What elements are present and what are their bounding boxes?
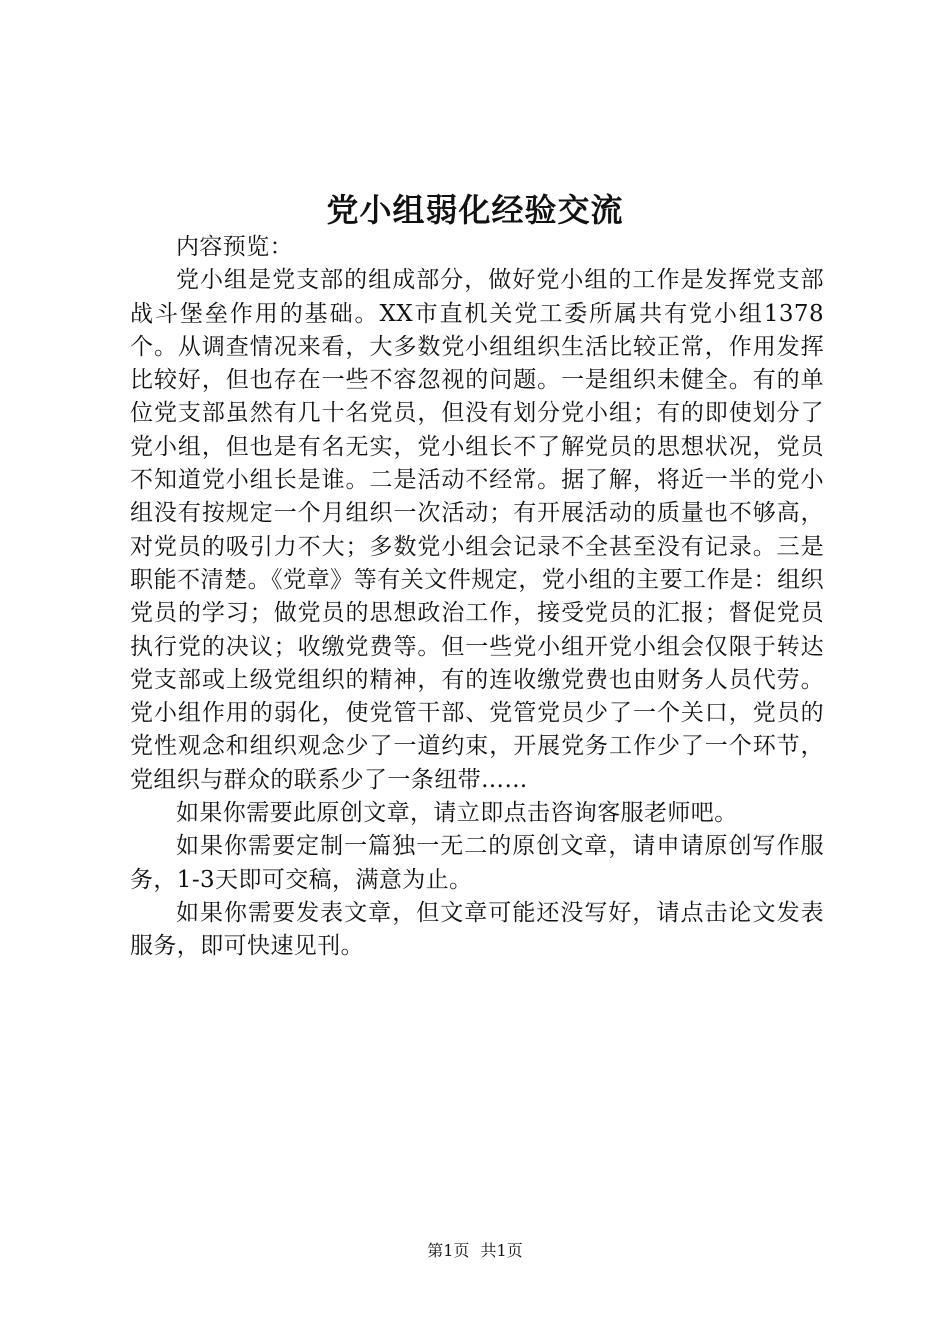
custom-writing-paragraph: 如果你需要定制一篇独一无二的原创文章，请申请原创写作服务，1-3天即可交稿，满意为止。	[130, 833, 824, 893]
publish-service-paragraph: 如果你需要发表文章，但文章可能还没写好，请点击论文发表服务，即可快速见刊。	[130, 899, 824, 960]
page-number: 第1页	[427, 1241, 470, 1260]
page-total: 共1页	[480, 1241, 523, 1260]
document-body	[130, 231, 824, 964]
consult-paragraph: 如果你需要此原创文章，请立即点击咨询客服老师吧。	[176, 800, 738, 827]
page-footer	[0, 1240, 950, 1262]
body-paragraph: 党小组是党支部的组成部分，做好党小组的工作是发挥党支部战斗堡垒作用的基础。XX市直机关党工委所属共有党小组1378个。从调查情况来看，大多数党小组组织生活比较正常，作用发挥比较好，但也存在一些不容忽视的问题。一是组织未健全。有的单位党支部虽然有几十名党员，但没有划分党小组；有的即使划分了党小组，但也是有名无实，党小组长不了解党员的思想状况，党员不知道党小组长是谁。二是活动不经常。据了解，将近一半的党小组没有按规定一个月组织一次活动；有开展活动的质量也不够高，对党员的吸引力不大；多数党小组会记录不全甚至没有记录。三是职能不清楚。《党章》等有关文件规定，党小组的主要工作是：组织党员的学习；做党员的思想政治工作，接受党员的汇报；督促党员执行党的决议；收缴党费等。但一些党小组开党小组会仅限于转达党支部或上级党组织的精神，有的连收缴党费也由财务人员代劳。党小组作用的弱化，使党管干部、党管党员少了一个关口，党员的党性观念和组织观念少了一道约束，开展党务工作少了一个环节，党组织与群众的联系少了一条纽带……	[130, 267, 824, 793]
document-title: 党小组弱化经验交流	[326, 191, 624, 229]
preview-label: 内容预览：	[176, 234, 293, 260]
